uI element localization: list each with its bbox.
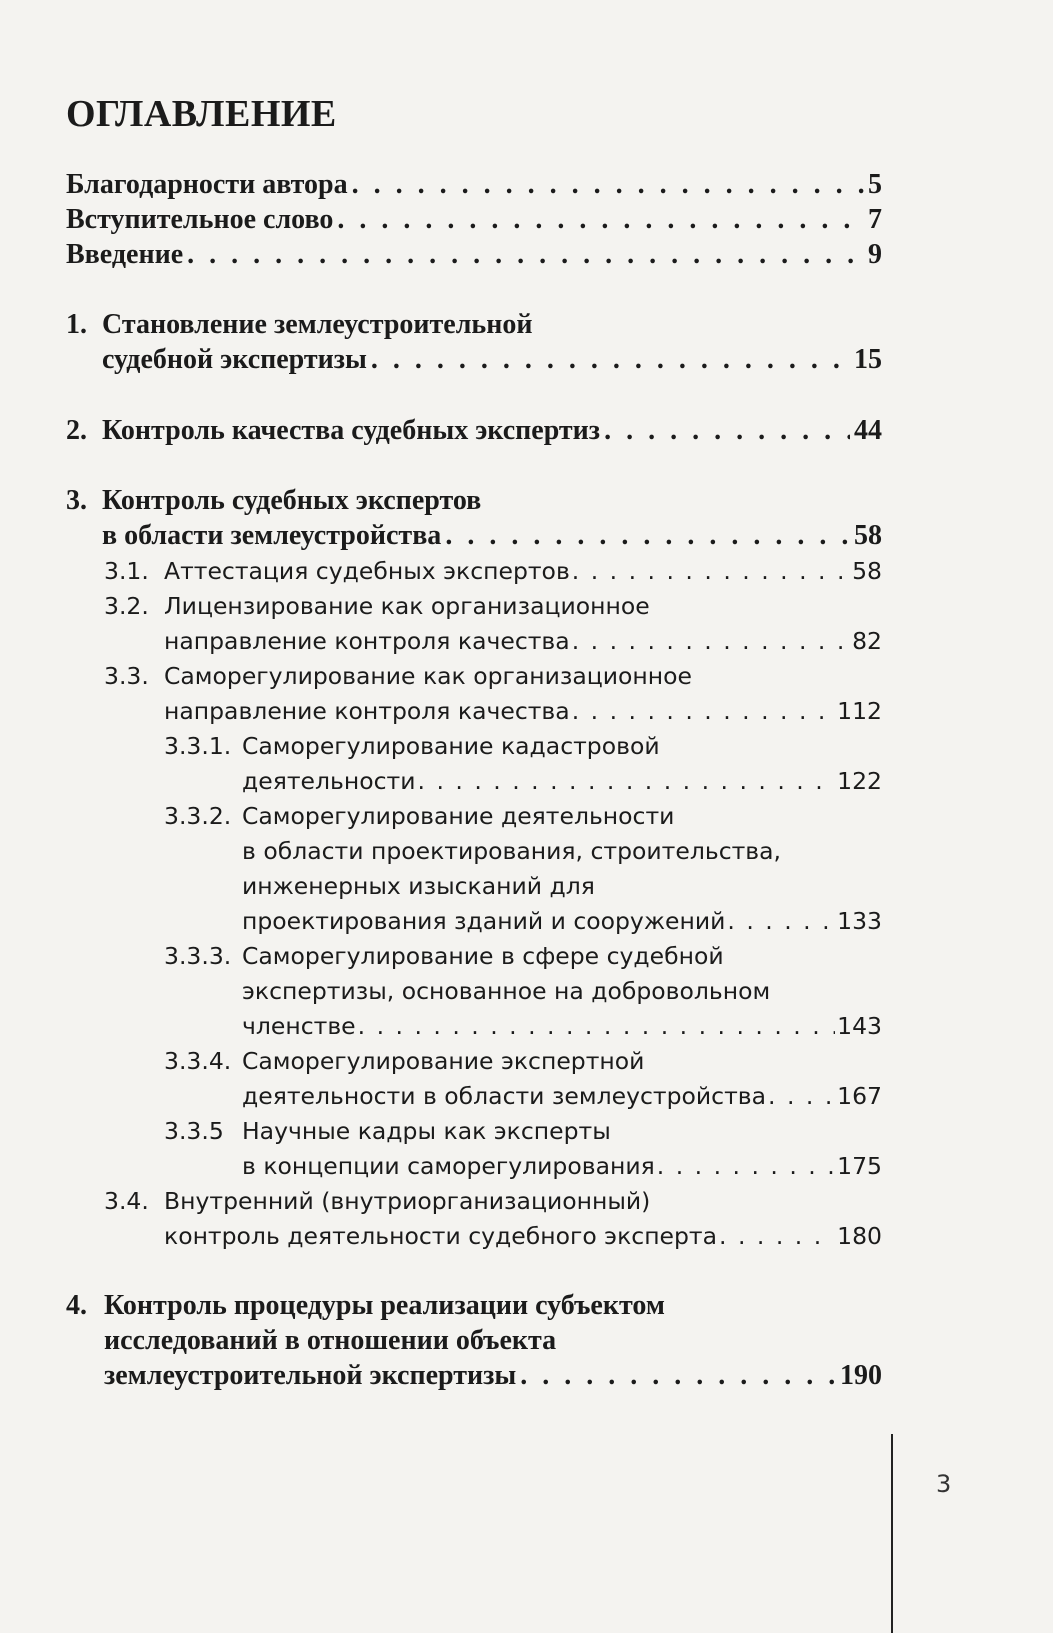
toc-section-3-2-line-2 [164,624,882,658]
toc-page-number: 122 [837,767,882,795]
toc-entry-text: деятельности [242,767,416,795]
toc-subsection-3-3-2-line-3 [242,869,882,903]
toc-page-number: 143 [837,1012,882,1040]
toc-chapter-4-line-3 [104,1359,882,1393]
toc-entry-text: исследований в отношении объекта [104,1325,557,1356]
toc-subsection-3-3-5-line-1 [164,1114,882,1148]
toc-page-number: 9 [868,239,882,270]
toc-entry-text: Научные кадры как эксперты [242,1117,611,1145]
toc-chapter-1-line-1 [66,308,882,342]
toc-section-3-3-line-2 [164,694,882,728]
toc-page-number: 58 [854,520,882,551]
leader-dots [604,414,850,448]
toc-page-number: 15 [854,344,882,375]
toc-entry-text: Становление землеустроительной [102,309,533,340]
section-number: 3.3.5 [164,1117,224,1145]
toc-chapter-3-line-2 [102,519,882,553]
toc-entry-text: экспертизы, основанное на добровольном [242,977,771,1005]
section-number: 3.1. [104,557,149,585]
toc-chapter-3-line-1 [66,484,882,518]
leader-dots [768,1079,835,1113]
toc-entry-text: Лицензирование как организационное [164,592,650,620]
toc-page-number: 82 [852,627,882,655]
toc-entry-text: контроль деятельности судебного эксперта [164,1222,718,1250]
toc-entry-text: Саморегулирование как организационное [164,662,692,690]
toc-page-number: 5 [868,169,882,200]
page-title: ОГЛАВЛЕНИЕ [66,93,337,135]
leader-dots [572,694,835,728]
leader-dots [337,203,864,237]
toc-entry-text: деятельности в области землеустройства [242,1082,767,1110]
toc-entry-text: инженерных изысканий для [242,872,595,900]
section-number: 3.3.1. [164,732,232,760]
section-number: 3.3.2. [164,802,232,830]
leader-dots [520,1359,836,1393]
leader-dots [445,519,850,553]
leader-dots [371,343,850,377]
toc-entry-text: землеустроительной экспертизы [104,1360,517,1391]
toc-chapter-2 [66,414,882,448]
toc-entry-text: направление контроля качества [164,697,570,725]
leader-dots [727,904,835,938]
chapter-number: 4. [66,1290,87,1321]
toc-entry-text: проектирования зданий и сооружений [242,907,726,935]
toc-page-number: 112 [837,697,882,725]
leader-dots [657,1149,835,1183]
toc-page-number: 58 [852,557,882,585]
toc-subsection-3-3-1-line-2 [242,764,882,798]
toc-entry-text: в области проектирования, строительства, [242,837,782,865]
toc-subsection-3-3-2-line-4 [242,904,882,938]
toc-subsection-3-3-2-line-2 [242,834,882,868]
toc-entry-text: Вступительное слово [66,204,334,235]
toc-page-number: 44 [854,415,882,446]
toc-page-number: 133 [837,907,882,935]
toc-entry-text: Внутренний (внутриорганизационный) [164,1187,651,1215]
chapter-number: 2. [66,415,87,446]
toc-entry-text: в концепции саморегулирования [242,1152,655,1180]
toc-section-3-3-line-1 [104,659,882,693]
section-number: 3.3.3. [164,942,232,970]
toc-entry-text: Саморегулирование кадастровой [242,732,660,760]
section-number: 3.3.4. [164,1047,232,1075]
toc-entry-text: судебной экспертизы [102,344,367,375]
leader-dots [358,1009,835,1043]
toc-entry-text: Аттестация судебных экспертов [164,557,570,585]
toc-entry-text: Контроль судебных экспертов [102,485,482,516]
toc-entry-foreword [66,203,882,237]
toc-chapter-4-line-2 [104,1324,882,1358]
toc-entry-text: Саморегулирование в сфере судебной [242,942,724,970]
page-number: 3 [936,1470,952,1498]
toc-chapter-1-line-2 [102,343,882,377]
toc-entry-text: направление контроля качества [164,627,570,655]
toc-entry-text: Контроль процедуры реализации субъектом [104,1290,665,1321]
toc-section-3-2-line-1 [104,589,882,623]
toc-chapter-4-line-1 [66,1289,882,1323]
footer-divider [891,1434,893,1633]
toc-subsection-3-3-1-line-1 [164,729,882,763]
section-number: 3.2. [104,592,149,620]
leader-dots [572,554,850,588]
toc-entry-text: Благодарности автора [66,169,348,200]
leader-dots [352,168,864,202]
toc-entry-text: членстве [242,1012,356,1040]
toc-page-number: 175 [837,1152,882,1180]
toc-page-number: 7 [868,204,882,235]
chapter-number: 1. [66,309,87,340]
toc-subsection-3-3-4-line-1 [164,1044,882,1078]
leader-dots [572,624,850,658]
toc-entry-acknowledgements [66,168,882,202]
toc-section-3-4-line-2 [164,1219,882,1253]
section-number: 3.3. [104,662,149,690]
toc-section-3-1 [104,554,882,588]
toc-entry-text: Саморегулирование экспертной [242,1047,645,1075]
leader-dots [719,1219,835,1253]
toc-section-3-4-line-1 [104,1184,882,1218]
toc-page-number: 190 [840,1360,882,1391]
leader-dots [187,238,864,272]
toc-entry-text: в области землеустройства [102,520,442,551]
toc-entry-text: Саморегулирование деятельности [242,802,675,830]
toc-subsection-3-3-2-line-1 [164,799,882,833]
toc-subsection-3-3-3-line-3 [242,1009,882,1043]
toc-entry-text: Введение [66,239,184,270]
toc-subsection-3-3-3-line-1 [164,939,882,973]
toc-page-number: 180 [837,1222,882,1250]
section-number: 3.4. [104,1187,149,1215]
toc-page-number: 167 [837,1082,882,1110]
toc-subsection-3-3-3-line-2 [242,974,882,1008]
toc-entry-introduction [66,238,882,272]
leader-dots [418,764,836,798]
chapter-number: 3. [66,485,87,516]
toc-subsection-3-3-5-line-2 [242,1149,882,1183]
toc-subsection-3-3-4-line-2 [242,1079,882,1113]
toc-entry-text: Контроль качества судебных экспертиз [102,415,601,446]
